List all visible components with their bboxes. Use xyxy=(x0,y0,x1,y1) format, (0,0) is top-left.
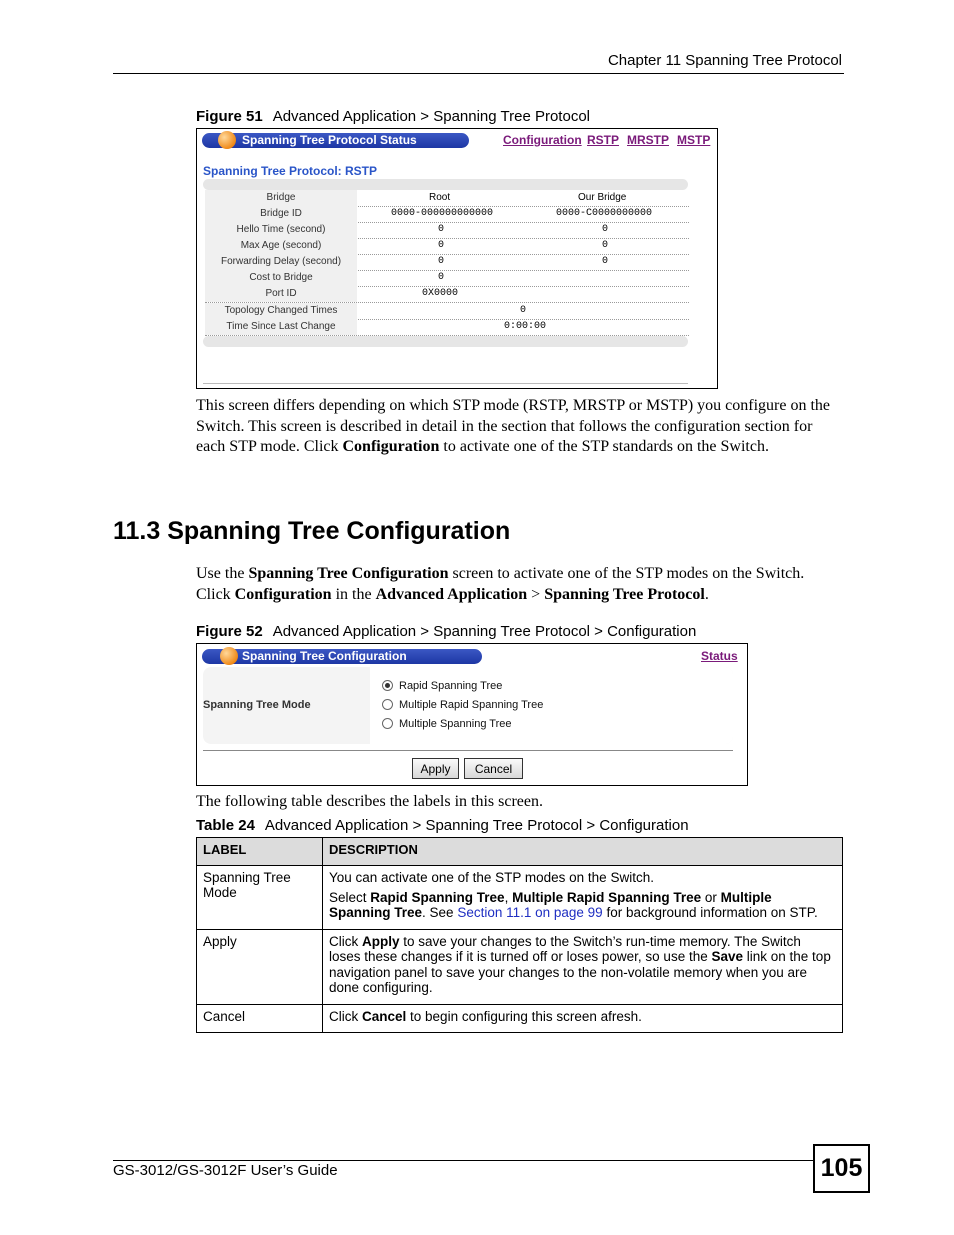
radio-label: Rapid Spanning Tree xyxy=(399,680,503,692)
status-title: Spanning Tree Protocol: RSTP xyxy=(203,164,378,178)
nav-link-mstp[interactable]: MSTP xyxy=(677,133,711,147)
header-rule xyxy=(113,73,844,74)
root-value: 0 xyxy=(438,240,445,251)
status-row xyxy=(205,286,689,303)
text-span: to save your changes to the Switch’s run-time memory. The Switch loses these changes if it is turned off or loses power, so use the xyxy=(329,933,801,964)
status-link[interactable]: Status xyxy=(701,649,738,663)
row-label: Port ID xyxy=(265,288,297,299)
text-span: This screen differs depending on which STP mode (RSTP, MRSTP or MSTP) you configure on the Switch. This screen is described in detail in the section that follows the configuration section for each STP mode. Click xyxy=(196,397,831,455)
status-row xyxy=(205,206,689,223)
orb-icon xyxy=(220,647,238,665)
status-panel-title: Spanning Tree Protocol Status xyxy=(242,133,417,147)
bold-span: Spanning Tree Configuration xyxy=(248,565,449,582)
bold-span: Configuration xyxy=(342,438,440,455)
status-header-row xyxy=(205,190,689,207)
status-panel-title-bar xyxy=(202,133,469,148)
text-span: . See xyxy=(422,905,458,920)
apply-button[interactable]: Apply xyxy=(412,758,459,779)
config-panel-title: Spanning Tree Configuration xyxy=(242,649,407,663)
row-description xyxy=(323,1004,843,1033)
span-value: 0 xyxy=(520,305,527,316)
text-span: screen to activate one of the STP modes on the Switch. Click xyxy=(196,565,805,603)
table24-label: Table 24 xyxy=(196,817,255,834)
bold-span: Cancel xyxy=(362,1008,407,1024)
footer-guide-title: GS-3012/GS-3012F User’s Guide xyxy=(113,1162,338,1179)
col-root: Root xyxy=(429,192,451,203)
row-description xyxy=(323,929,843,1004)
text-span: to begin configuring this screen afresh. xyxy=(406,1008,642,1024)
row-description xyxy=(323,866,843,930)
table-row xyxy=(197,929,843,1004)
nav-link-mrstp[interactable]: MRSTP xyxy=(627,133,669,147)
col-bridge: Bridge xyxy=(266,192,296,203)
spanning-tree-mode-label: Spanning Tree Mode xyxy=(203,699,311,711)
text-span: link on the top navigation panel to save your changes to the non-volatile memory when you are done configuring. xyxy=(329,949,831,995)
row-label: Topology Changed Times xyxy=(224,305,338,316)
description-table xyxy=(196,837,843,1033)
bold-span: Multiple Rapid Spanning Tree xyxy=(512,889,702,905)
bold-span: Multiple Spanning Tree xyxy=(329,889,772,920)
status-row xyxy=(205,270,689,287)
col-our-bridge: Our Bridge xyxy=(578,192,627,203)
text-span: for background information on STP. xyxy=(602,905,818,920)
root-value: 0 xyxy=(438,272,445,283)
root-value: 0 xyxy=(438,256,445,267)
radio-label: Multiple Spanning Tree xyxy=(399,718,512,730)
table-bottom-bar xyxy=(203,336,688,347)
our-value: 0000-C0000000000 xyxy=(556,208,653,219)
our-value: 0 xyxy=(602,256,609,267)
root-value: 0000-000000000000 xyxy=(391,208,494,219)
cancel-button[interactable]: Cancel xyxy=(464,758,523,779)
bold-span: Save xyxy=(711,949,744,964)
figure51-title: Advanced Application > Spanning Tree Protocol xyxy=(272,108,590,125)
nav-link-rstp[interactable]: RSTP xyxy=(587,133,620,147)
panel-divider xyxy=(203,383,688,384)
table-top-bar xyxy=(203,179,688,190)
row-label: Forwarding Delay (second) xyxy=(220,256,342,267)
text-span: or xyxy=(701,889,721,905)
bold-span: Apply xyxy=(362,933,400,949)
text-span: Click xyxy=(329,1008,362,1024)
section-heading: 11.3 Spanning Tree Configuration xyxy=(113,517,511,545)
description-line xyxy=(329,890,836,921)
row-label: Time Since Last Change xyxy=(226,321,336,332)
paragraph-stp-modes xyxy=(196,396,841,458)
table24-title: Advanced Application > Spanning Tree Protocol > Configuration xyxy=(264,817,689,834)
row-label: Max Age (second) xyxy=(240,240,322,251)
row-label: Cancel xyxy=(197,1004,323,1033)
status-row xyxy=(205,238,689,255)
span-value: 0:00:00 xyxy=(504,321,547,332)
row-label: Bridge ID xyxy=(260,208,302,219)
paragraph-config-intro xyxy=(196,564,841,605)
text-span: Click xyxy=(329,933,362,949)
figure52-label: Figure 52 xyxy=(196,623,263,640)
row-label: Apply xyxy=(197,929,323,1004)
row-label: Hello Time (second) xyxy=(236,224,326,235)
text-span: to activate one of the STP standards on the Switch. xyxy=(439,438,769,455)
status-row xyxy=(205,319,689,336)
text-span: in the xyxy=(331,585,376,603)
chapter-header: Chapter 11 Spanning Tree Protocol xyxy=(607,52,842,69)
radio-multiple-spanning-tree[interactable] xyxy=(382,718,393,729)
table-row xyxy=(197,866,843,930)
button-divider xyxy=(203,750,733,751)
page-number: 105 xyxy=(813,1144,870,1193)
nav-link-configuration[interactable]: Configuration xyxy=(503,133,582,147)
footer-rule xyxy=(113,1160,813,1161)
status-row xyxy=(205,254,689,271)
description-line xyxy=(329,1009,836,1025)
description-line: You can activate one of the STP modes on the Switch. xyxy=(329,870,654,885)
text-span: . xyxy=(704,585,709,603)
header-description: DESCRIPTION xyxy=(323,838,843,866)
bold-span: Spanning Tree Protocol xyxy=(544,585,705,603)
bold-span: Rapid Spanning Tree xyxy=(370,889,505,905)
bold-span: Advanced Application xyxy=(375,585,528,603)
our-value: 0 xyxy=(602,240,609,251)
row-label: Cost to Bridge xyxy=(249,272,313,283)
text-span: Use the xyxy=(196,565,249,582)
bold-span: Configuration xyxy=(234,585,332,603)
our-value: 0 xyxy=(602,224,609,235)
row-label: Spanning Tree Mode xyxy=(197,866,323,930)
radio-label: Multiple Rapid Spanning Tree xyxy=(399,699,544,711)
header-label: LABEL xyxy=(197,838,323,866)
paragraph-table-intro: The following table describes the labels in this screen. xyxy=(196,793,544,810)
status-row xyxy=(205,303,689,320)
orb-icon xyxy=(218,131,236,149)
description-line xyxy=(329,934,836,996)
figure51-caption xyxy=(196,108,590,125)
text-span: > xyxy=(527,585,545,603)
section-link[interactable]: Section 11.1 on page 99 xyxy=(457,905,603,920)
text-span: , xyxy=(504,889,513,905)
table24-caption xyxy=(196,817,689,834)
text-span: Select xyxy=(329,889,371,905)
figure51-label: Figure 51 xyxy=(196,108,263,125)
figure52-caption xyxy=(196,623,696,640)
status-row xyxy=(205,222,689,239)
table-row xyxy=(197,1004,843,1033)
figure52-title: Advanced Application > Spanning Tree Protocol > Configuration xyxy=(272,623,697,640)
root-value: 0 xyxy=(438,224,445,235)
config-panel-title-bar xyxy=(202,649,482,664)
table-header-row xyxy=(197,838,843,866)
root-value: 0X0000 xyxy=(422,288,459,299)
radio-rapid-spanning-tree[interactable] xyxy=(382,680,393,691)
radio-multiple-rapid-spanning-tree[interactable] xyxy=(382,699,393,710)
